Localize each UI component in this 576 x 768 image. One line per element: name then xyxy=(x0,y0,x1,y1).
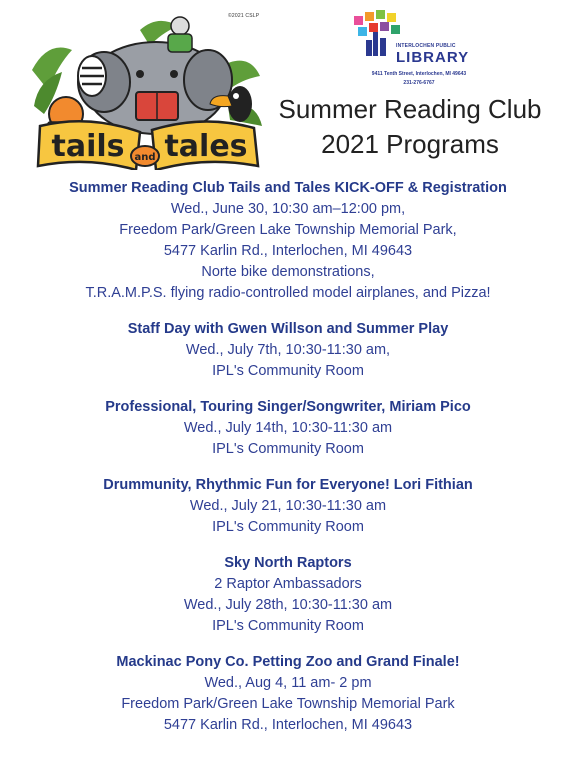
library-logo xyxy=(352,10,482,94)
program-title: Sky North Raptors xyxy=(224,555,352,571)
program-list xyxy=(0,178,576,751)
tails-and-tales-logo xyxy=(28,10,264,170)
flyer-title-line2: 2021 Programs xyxy=(321,129,499,159)
program-title: Summer Reading Club Tails and Tales KICK-OFF & Registration xyxy=(69,180,507,196)
program-detail: IPL's Community Room xyxy=(212,363,364,379)
program-staff-day xyxy=(0,319,576,382)
flyer-title-line1: Summer Reading Club xyxy=(278,94,542,124)
program-detail: IPL's Community Room xyxy=(212,519,364,535)
library-name-line2: LIBRARY xyxy=(396,49,470,66)
zebra-art xyxy=(78,56,106,96)
program-detail: IPL's Community Room xyxy=(212,618,364,634)
library-phone: 231-276-6767 xyxy=(403,80,435,86)
program-sky-north-raptors xyxy=(0,553,576,637)
program-detail: Wed., Aug 4, 11 am- 2 pm xyxy=(204,675,372,691)
program-detail: Freedom Park/Green Lake Township Memorial Park xyxy=(121,696,455,712)
program-title: Staff Day with Gwen Willson and Summer Play xyxy=(127,321,449,337)
program-drummunity xyxy=(0,475,576,538)
program-detail: Wed., July 28th, 10:30-11:30 am xyxy=(183,597,393,613)
program-detail: Wed., June 30, 10:30 am–12:00 pm, xyxy=(170,201,406,217)
program-detail: 5477 Karlin Rd., Interlochen, MI 49643 xyxy=(163,243,413,259)
program-detail: 5477 Karlin Rd., Interlochen, MI 49643 xyxy=(163,717,413,733)
logo-word-tails: tails xyxy=(51,129,125,164)
program-detail: Freedom Park/Green Lake Township Memorial Park, xyxy=(119,222,457,238)
library-address: 9411 Tenth Street, Interlochen, MI 49643 xyxy=(371,71,467,77)
flyer-title xyxy=(262,92,558,162)
program-title: Drummunity, Rhythmic Fun for Everyone! Lori Fithian xyxy=(103,477,473,493)
program-detail: 2 Raptor Ambassadors xyxy=(214,576,362,592)
logo-word-tales: tales xyxy=(164,129,248,164)
program-title: Mackinac Pony Co. Petting Zoo and Grand Finale! xyxy=(116,654,460,670)
program-detail: IPL's Community Room xyxy=(212,441,364,457)
library-name xyxy=(396,44,469,65)
program-grand-finale xyxy=(0,652,576,736)
program-detail: Wed., July 21, 10:30-11:30 am xyxy=(189,498,387,514)
library-tree-icon xyxy=(352,10,402,56)
program-detail: Wed., July 7th, 10:30-11:30 am, xyxy=(185,342,391,358)
library-name-line1: INTERLOCHEN PUBLIC xyxy=(396,43,456,49)
program-kickoff xyxy=(0,178,576,304)
program-title: Professional, Touring Singer/Songwriter, Miriam Pico xyxy=(105,399,471,415)
copyright-notice: ©2021 CSLP xyxy=(228,13,260,19)
program-detail: Wed., July 14th, 10:30-11:30 am xyxy=(183,420,393,436)
logo-word-and: and xyxy=(134,152,156,163)
program-miriam-pico xyxy=(0,397,576,460)
program-detail: Norte bike demonstrations, xyxy=(201,264,375,280)
lemur-art xyxy=(168,17,192,52)
program-detail: T.R.A.M.P.S. flying radio-controlled model airplanes, and Pizza! xyxy=(85,285,491,301)
